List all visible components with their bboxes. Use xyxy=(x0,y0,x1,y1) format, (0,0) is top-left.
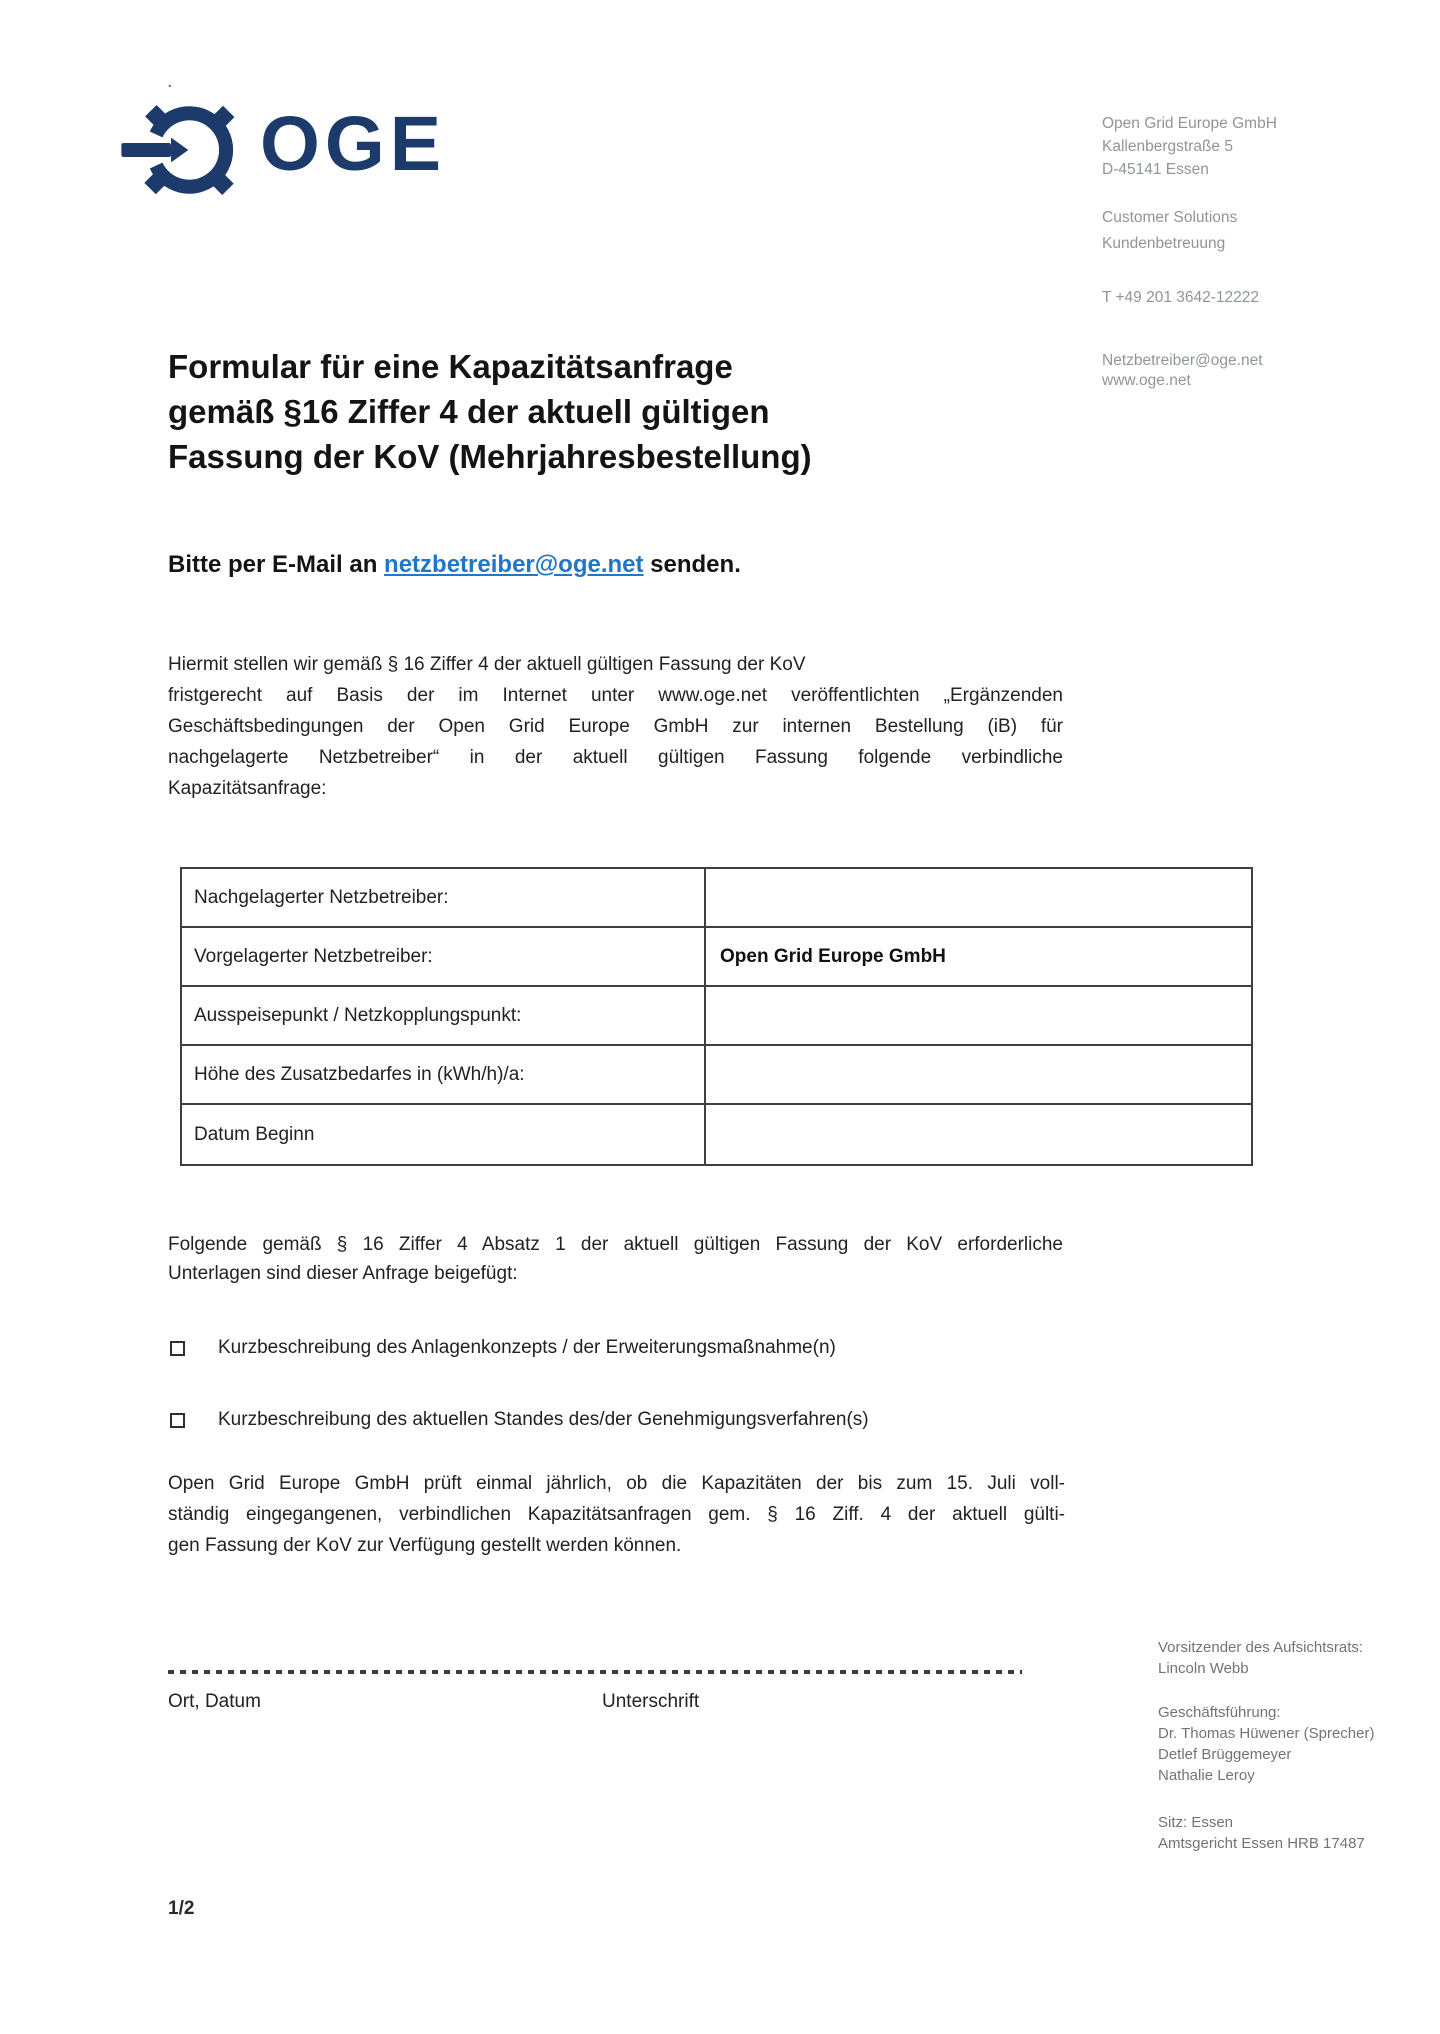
signature-labels xyxy=(168,1691,1022,1713)
signature-dashed-line xyxy=(168,1670,1022,1674)
row-label-zusatzbedarf: Höhe des Zusatzbedarfes in (kWh/h)/a: xyxy=(182,1046,706,1103)
table-row xyxy=(182,869,1251,928)
contact-phone: T +49 201 3642-12222 xyxy=(1102,289,1260,306)
form-title-line-3: Fassung der KoV (Mehrjahresbestellung) xyxy=(168,438,812,475)
row-value-vorgelagerter-netzbetreiber: Open Grid Europe GmbH xyxy=(720,945,946,967)
contact-street: Kallenbergstraße 5 xyxy=(1102,138,1233,155)
intro-line-2: fristgerecht auf Basis der im Internet unter www.oge.net veröffentlichten „Ergänzenden xyxy=(168,685,1063,706)
contact-department-de: Kundenbetreuung xyxy=(1102,235,1226,252)
row-value-datum-beginn xyxy=(706,1105,1251,1164)
row-label-nachgelagerter-netzbetreiber: Nachgelagerter Netzbetreiber: xyxy=(182,869,706,926)
row-label-datum-beginn: Datum Beginn xyxy=(182,1105,706,1164)
checkbox-anlagenkonzept xyxy=(170,1341,185,1356)
oge-logo-wordmark: OGE xyxy=(260,101,447,187)
checkbox-genehmigungsverfahren xyxy=(170,1413,185,1428)
attachments-heading xyxy=(168,1230,1063,1288)
management-title: Geschäftsführung: xyxy=(1158,1704,1281,1721)
page-number: 1/2 xyxy=(168,1898,195,1919)
intro-paragraph xyxy=(168,649,1063,804)
contact-department-en: Customer Solutions xyxy=(1102,209,1238,226)
review-note-line-2: ständig eingegangenen, verbindlichen Kapazitätsanfragen gem. § 16 Ziff. 4 der aktuell gülti- xyxy=(168,1504,1065,1525)
checkbox-label-genehmigungsverfahren: Kurzbeschreibung des aktuellen Standes des/der Genehmigungsverfahren(s) xyxy=(218,1409,869,1430)
supervisory-board-name: Lincoln Webb xyxy=(1158,1660,1249,1677)
mail-instruction xyxy=(168,551,741,579)
mail-instruction-suffix: senden. xyxy=(643,551,741,578)
intro-line-4: nachgelagerte Netzbetreiber“ in der aktuell gültigen Fassung folgende verbindliche xyxy=(168,747,1063,768)
row-value-nachgelagerter-netzbetreiber xyxy=(706,869,1251,926)
attachments-heading-line-1: Folgende gemäß § 16 Ziffer 4 Absatz 1 der aktuell gültigen Fassung der KoV erforderliche xyxy=(168,1234,1063,1255)
intro-line-3: Geschäftsbedingungen der Open Grid Europe GmbH zur internen Bestellung (iB) für xyxy=(168,716,1063,737)
review-note-line-3: gen Fassung der KoV zur Verfügung gestellt werden können. xyxy=(168,1535,682,1556)
contact-email: Netzbetreiber@oge.net xyxy=(1102,352,1263,369)
stray-dot: . xyxy=(167,70,173,92)
mail-instruction-prefix: Bitte per E-Mail an xyxy=(168,551,385,578)
intro-line-5: Kapazitätsanfrage: xyxy=(168,778,327,799)
checkbox-label-anlagenkonzept: Kurzbeschreibung des Anlagenkonzepts / der Erweiterungsmaßnahme(n) xyxy=(218,1337,836,1358)
table-row xyxy=(182,1105,1251,1164)
contact-company-name: Open Grid Europe GmbH xyxy=(1102,115,1277,132)
intro-line-1: Hiermit stellen wir gemäß § 16 Ziffer 4 der aktuell gültigen Fassung der KoV xyxy=(168,654,806,675)
review-note-line-1: Open Grid Europe GmbH prüft einmal jährlich, ob die Kapazitäten der bis zum 15. Juli voll- xyxy=(168,1473,1065,1494)
oge-logo-icon xyxy=(118,96,250,204)
supervisory-board-title: Vorsitzender des Aufsichtsrats: xyxy=(1158,1639,1364,1656)
header-contact-block xyxy=(1102,112,1432,391)
table-row xyxy=(182,987,1251,1046)
attachment-item-anlagenkonzept xyxy=(168,1338,836,1358)
management-name-2: Detlef Brüggemeyer xyxy=(1158,1746,1292,1763)
company-seat: Sitz: Essen xyxy=(1158,1814,1234,1831)
capacity-request-table xyxy=(180,867,1253,1166)
row-label-ausspeisepunkt: Ausspeisepunkt / Netzkopplungspunkt: xyxy=(182,987,706,1044)
management-name-1: Dr. Thomas Hüwener (Sprecher) xyxy=(1158,1725,1375,1742)
attachments-heading-line-2: Unterlagen sind dieser Anfrage beigefügt: xyxy=(168,1263,518,1284)
signature-label-unterschrift: Unterschrift xyxy=(602,1691,700,1712)
footer-legal-block xyxy=(1158,1637,1438,1854)
contact-city: D-45141 Essen xyxy=(1102,161,1209,178)
table-row xyxy=(182,928,1251,987)
row-label-vorgelagerter-netzbetreiber: Vorgelagerter Netzbetreiber: xyxy=(182,928,706,985)
attachment-item-genehmigungsverfahren xyxy=(168,1410,869,1430)
row-value-zusatzbedarf xyxy=(706,1046,1251,1103)
form-title xyxy=(168,344,1068,479)
management-name-3: Nathalie Leroy xyxy=(1158,1767,1255,1784)
row-value-ausspeisepunkt xyxy=(706,987,1251,1044)
email-link[interactable]: netzbetreiber@oge.net xyxy=(384,551,644,578)
contact-website: www.oge.net xyxy=(1102,372,1191,389)
table-row xyxy=(182,1046,1251,1105)
form-title-line-1: Formular für eine Kapazitätsanfrage xyxy=(168,348,733,385)
company-registry: Amtsgericht Essen HRB 17487 xyxy=(1158,1835,1365,1852)
form-title-line-2: gemäß §16 Ziffer 4 der aktuell gültigen xyxy=(168,393,770,430)
review-note-paragraph xyxy=(168,1468,1065,1561)
signature-label-ort-datum: Ort, Datum xyxy=(168,1691,261,1712)
